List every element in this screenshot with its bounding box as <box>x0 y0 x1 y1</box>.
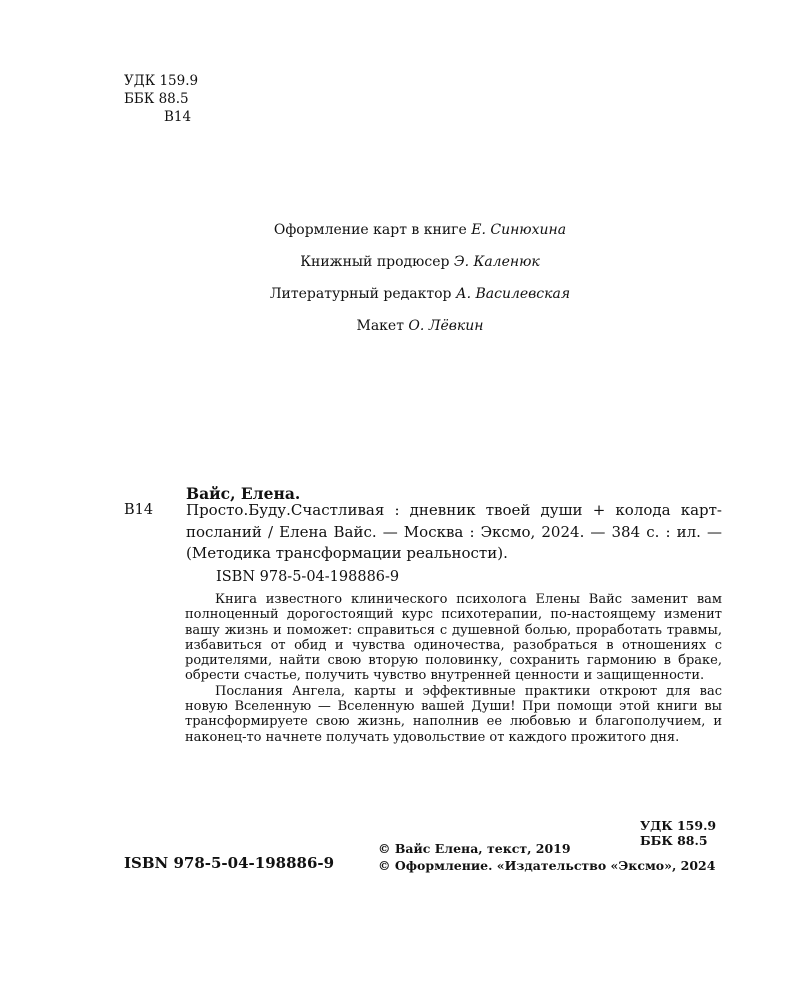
bibliography-code: В14 <box>124 502 154 518</box>
udk-block <box>124 72 198 126</box>
footer-bbk: ББК 88.5 <box>640 833 708 848</box>
credits-block <box>0 220 800 348</box>
credit-line: Литературный редактор А. Василевская <box>269 286 571 302</box>
annotation <box>185 592 722 745</box>
copyright-block <box>378 840 715 874</box>
credit-name: А. Василевская <box>455 286 571 302</box>
footer-isbn: ISBN 978-5-04-198886-9 <box>124 854 335 872</box>
footer-udk: УДК 159.9 <box>640 818 717 833</box>
copyright-design: © Оформление. «Издательство «Эксмо», 2024 <box>378 858 716 873</box>
credit-name: О. Лёвкин <box>408 318 484 334</box>
credit-line: Оформление карт в книге Е. Синюхина <box>273 222 567 238</box>
udk-code: УДК 159.9 <box>124 73 199 89</box>
credit-name: Э. Каленюк <box>453 254 540 270</box>
copyright-text: © Вайс Елена, текст, 2019 <box>378 841 571 856</box>
bibliography-author: Вайс, Елена. <box>186 484 301 503</box>
annotation-paragraph: Послания Ангела, карты и эффективные практики откроют для вас новую Вселенную — Вселенную вашей Души! При помощи этой книги вы трансформируете свою жизнь, наполнив ее любовью и благополучием, и наконец-то начнете получать удовольствие от каждого прожитого дня. <box>185 683 722 745</box>
bibliography-isbn: ISBN 978-5-04-198886-9 <box>216 569 400 585</box>
bibliography-description: Просто.Буду.Счастливая : дневник твоей души + колода карт-посланий / Елена Вайс. — Москва : Эксмо, 2024. — 384 с. : ил. — (Методика трансформации реальности). <box>186 501 722 562</box>
author-code: В14 <box>164 109 192 125</box>
credit-name: Е. Синюхина <box>471 222 567 238</box>
annotation-paragraph: Книга известного клинического психолога Елены Вайс заменит вам полноценный дорогостоящий курс психотерапии, по-настоящему изменит вашу жизнь и поможет: справиться с душевной болью, проработать травмы, избавиться от обид и чувства одиночества, разобраться в отношениях с родителями, найти свою вторую половинку, сохранить гармонию в браке, обрести счастье, получить чувство внутренней ценности и защищенности. <box>185 592 722 684</box>
credit-line: Макет О. Лёвкин <box>356 318 484 334</box>
credit-line: Книжный продюсер Э. Каленюк <box>300 254 540 270</box>
bbk-code: ББК 88.5 <box>124 91 189 107</box>
